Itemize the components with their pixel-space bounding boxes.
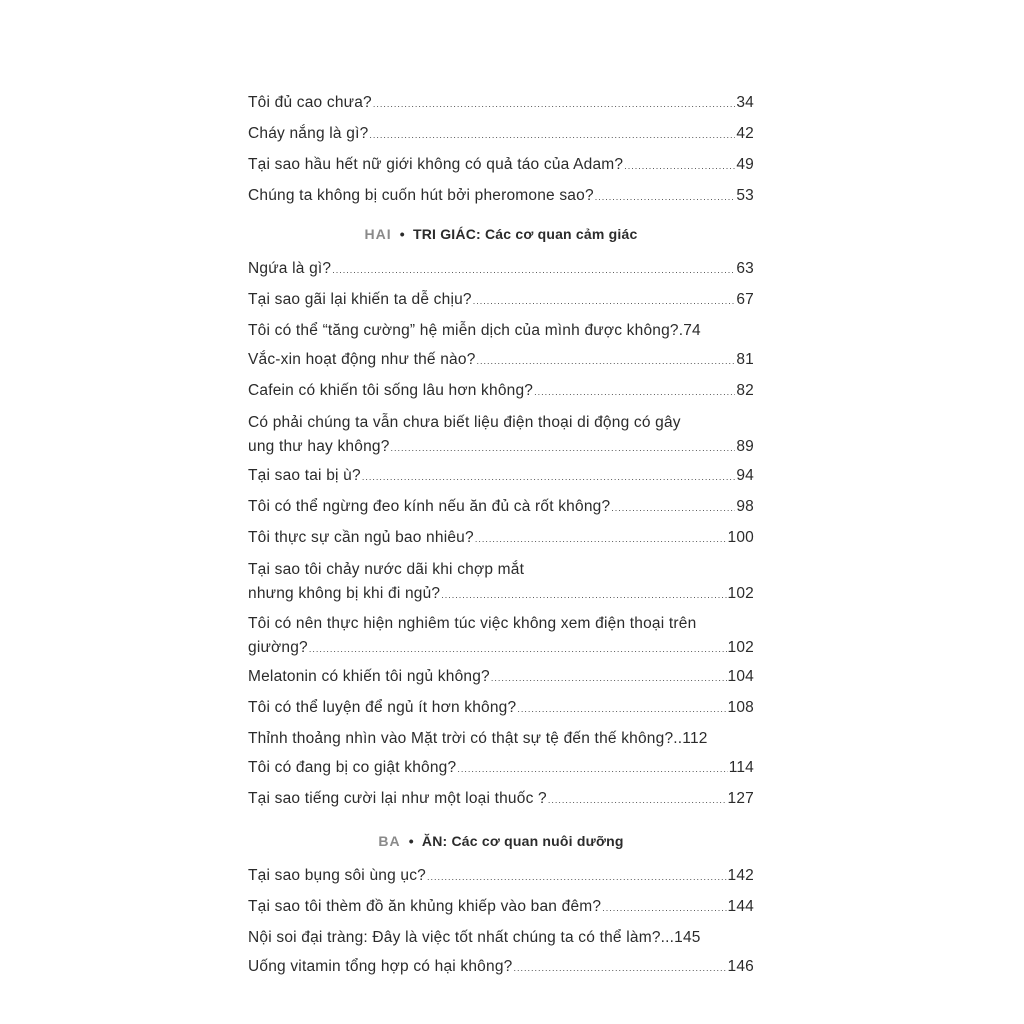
entry-title-line1: Có phải chúng ta vẫn chưa biết liệu điện thoại di động có gây — [248, 414, 681, 431]
toc-entry — [248, 554, 754, 608]
entry-title: giường? — [248, 639, 308, 656]
leader-dots — [513, 954, 726, 983]
entry-title: Tôi có thể luyện để ngủ ít hơn không? — [248, 699, 517, 716]
leader-dots — [332, 256, 735, 285]
entry-title: Tại sao tôi thèm đồ ăn khủng khiếp vào ban đêm? — [248, 898, 602, 915]
toc-entry — [248, 693, 754, 724]
toc-entry — [248, 181, 754, 212]
toc-entry — [248, 376, 754, 407]
entry-page: 67 — [736, 291, 754, 308]
entry-page: 81 — [736, 351, 754, 368]
entry-title: Vắc-xin hoạt động như thế nào? — [248, 351, 476, 368]
entry-page: 102 — [727, 585, 754, 602]
toc-entry — [248, 784, 754, 815]
entry-title: Tại sao gãi lại khiến ta dễ chịu? — [248, 291, 472, 308]
section-subtitle: Các cơ quan nuôi dưỡng — [451, 833, 624, 849]
leader-dots — [427, 863, 727, 892]
entry-title: Cafein có khiến tôi sống lâu hơn không? — [248, 382, 534, 399]
entry-page: 127 — [727, 790, 754, 807]
entry-page: 89 — [736, 438, 754, 455]
toc-entry — [248, 88, 754, 119]
leader-dots — [517, 695, 726, 724]
entry-title: ung thư hay không? — [248, 438, 390, 455]
entry-page: 94 — [736, 467, 754, 484]
section-number: HAI — [364, 226, 392, 242]
toc-entry — [248, 724, 754, 753]
section-subtitle: Các cơ quan cảm giác — [484, 226, 638, 242]
entry-page: 146 — [727, 958, 754, 975]
entry-page: ..112 — [673, 730, 708, 747]
leader-dots — [475, 525, 727, 554]
toc-entry — [248, 345, 754, 376]
leader-dots — [441, 583, 726, 607]
entry-title: Tôi có thể “tăng cường” hệ miễn dịch của mình được không? — [248, 322, 679, 339]
leader-dots — [548, 786, 727, 815]
entry-page: 63 — [736, 260, 754, 277]
entry-page: 144 — [727, 898, 754, 915]
entry-page: 42 — [736, 125, 754, 142]
entry-title: Tôi có thể ngừng đeo kính nếu ăn đủ cà rốt không? — [248, 498, 611, 515]
toc-entry — [248, 608, 754, 662]
section-bullet: • — [408, 833, 414, 849]
leader-dots — [602, 894, 726, 923]
entry-page: 102 — [727, 639, 754, 656]
leader-dots — [611, 494, 735, 523]
leader-dots — [477, 347, 736, 376]
leader-dots — [457, 755, 727, 784]
entry-title: Melatonin có khiến tôi ngủ không? — [248, 668, 490, 685]
toc-entry — [248, 923, 754, 952]
entry-title: Tại sao tiếng cười lại như một loại thuốc ? — [248, 790, 547, 807]
leader-dots — [534, 378, 735, 407]
section-number: BA — [378, 833, 401, 849]
entry-title: Ngứa là gì? — [248, 260, 332, 277]
entry-title: Tôi có đang bị co giật không? — [248, 759, 457, 776]
leader-dots — [624, 152, 735, 181]
section-heading-two — [248, 224, 754, 244]
toc-entry — [248, 119, 754, 150]
entry-title: nhưng không bị khi đi ngủ? — [248, 585, 441, 602]
toc-entry — [248, 861, 754, 892]
leader-dots — [309, 637, 727, 661]
leader-dots — [491, 664, 727, 693]
entry-title: Tại sao hầu hết nữ giới không có quả táo của Adam? — [248, 156, 624, 173]
entry-title: Nội soi đại tràng: Đây là việc tốt nhất chúng ta có thể làm? — [248, 929, 661, 946]
toc-entry — [248, 316, 754, 345]
toc-entry — [248, 150, 754, 181]
entry-title-line1: Tại sao tôi chảy nước dãi khi chợp mắt — [248, 561, 525, 578]
leader-dots — [473, 287, 736, 316]
toc-entry — [248, 407, 754, 461]
entry-page: ...145 — [660, 929, 701, 946]
entry-page: 104 — [727, 668, 754, 685]
section-bullet: • — [399, 226, 405, 242]
section-name: ĂN: — [421, 833, 448, 849]
entry-page: 53 — [736, 187, 754, 204]
entry-title: Tại sao bụng sôi ùng ục? — [248, 867, 427, 884]
leader-dots — [391, 436, 736, 460]
entry-page: 100 — [727, 529, 754, 546]
entry-title: Cháy nắng là gì? — [248, 125, 369, 142]
toc-entry — [248, 753, 754, 784]
entry-title: Uống vitamin tổng hợp có hại không? — [248, 958, 513, 975]
toc-entry — [248, 952, 754, 983]
entry-title: Chúng ta không bị cuốn hút bởi pheromone sao? — [248, 187, 594, 204]
leader-dots — [362, 463, 736, 492]
toc-entry — [248, 492, 754, 523]
entry-page: 98 — [736, 498, 754, 515]
table-of-contents — [248, 88, 754, 983]
entry-title-line1: Tôi có nên thực hiện nghiêm túc việc không xem điện thoại trên — [248, 615, 697, 632]
leader-dots — [595, 183, 736, 212]
section-name: TRI GIÁC: — [412, 226, 481, 242]
toc-entry — [248, 662, 754, 693]
section-heading-three — [248, 831, 754, 851]
toc-entry — [248, 523, 754, 554]
entry-page: 114 — [728, 759, 754, 776]
entry-page: .74 — [678, 322, 701, 339]
entry-title: Thỉnh thoảng nhìn vào Mặt trời có thật sự tệ đến thế không? — [248, 730, 674, 747]
toc-entry — [248, 461, 754, 492]
toc-entry — [248, 285, 754, 316]
toc-entry — [248, 892, 754, 923]
toc-entry — [248, 254, 754, 285]
leader-dots — [373, 90, 735, 119]
entry-title: Tôi đủ cao chưa? — [248, 94, 372, 111]
leader-dots — [369, 121, 735, 150]
entry-page: 108 — [727, 699, 754, 716]
entry-title: Tôi thực sự cần ngủ bao nhiêu? — [248, 529, 474, 546]
entry-page: 142 — [727, 867, 754, 884]
entry-page: 49 — [736, 156, 754, 173]
entry-title: Tại sao tai bị ù? — [248, 467, 361, 484]
entry-page: 82 — [736, 382, 754, 399]
entry-page: 34 — [736, 94, 754, 111]
